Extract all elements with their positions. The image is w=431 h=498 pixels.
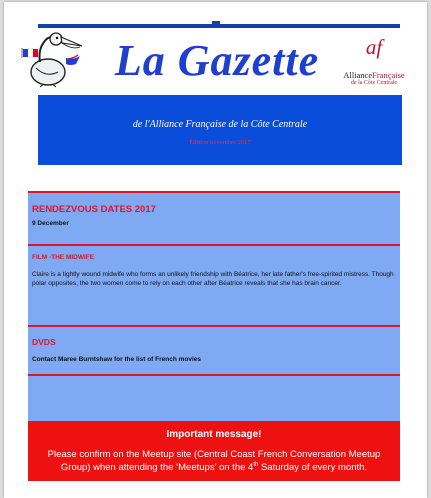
section-divider bbox=[28, 191, 400, 193]
header-banner bbox=[38, 95, 402, 165]
newsletter-title: La Gazette bbox=[114, 36, 320, 85]
dvds-text: Contact Maree Burntshaw for the list of French movies bbox=[32, 356, 202, 363]
af-logo-name-part2: Française bbox=[372, 70, 405, 80]
important-message-box bbox=[28, 421, 400, 481]
af-logo-tagline: de la Côte Centrale bbox=[350, 80, 398, 86]
alert-ordinal: th bbox=[253, 461, 259, 468]
content-panel bbox=[28, 191, 400, 421]
rendezvous-heading: RENDEZVOUS DATES 2017 bbox=[32, 204, 156, 215]
alert-body-start: Please confirm on the Meetup site (Central Coast French Conversation Meetup Group) when attending the ‘Meetups’ on the 4 bbox=[47, 449, 381, 473]
dvds-heading: DVDS bbox=[32, 337, 56, 347]
newsletter-page bbox=[4, 2, 427, 498]
alliance-francaise-logo bbox=[339, 36, 409, 96]
section-divider bbox=[28, 325, 400, 327]
masthead-top-rule bbox=[38, 24, 400, 28]
banner-edition: Édition novembre 2017 bbox=[189, 139, 251, 146]
important-message-body bbox=[36, 449, 392, 474]
section-divider bbox=[28, 374, 400, 376]
top-rule-notch bbox=[212, 21, 220, 24]
section-divider bbox=[28, 244, 400, 246]
film-description: Claire is a tightly wound midwife who forms an unlikely friendship with Béatrice, her late father's free-spirited mistress. Though polar opposites, the two women come to rely on each other after Béatrice reveals that she has brain cancer. bbox=[32, 271, 394, 287]
pelican-logo-icon bbox=[18, 28, 84, 88]
af-logo-name bbox=[339, 70, 409, 80]
af-logo-mark: af bbox=[365, 35, 383, 59]
film-heading: FILM -THE MIDWIFE bbox=[32, 254, 95, 261]
banner-subtitle: de l'Alliance Française de la Côte Centrale bbox=[132, 119, 308, 130]
af-logo-name-part1: Alliance bbox=[343, 70, 373, 80]
alert-body-end: Saturday of every month. bbox=[258, 461, 368, 473]
important-message-title: Important message! bbox=[166, 429, 262, 440]
rendezvous-date: 9 December bbox=[32, 220, 69, 227]
